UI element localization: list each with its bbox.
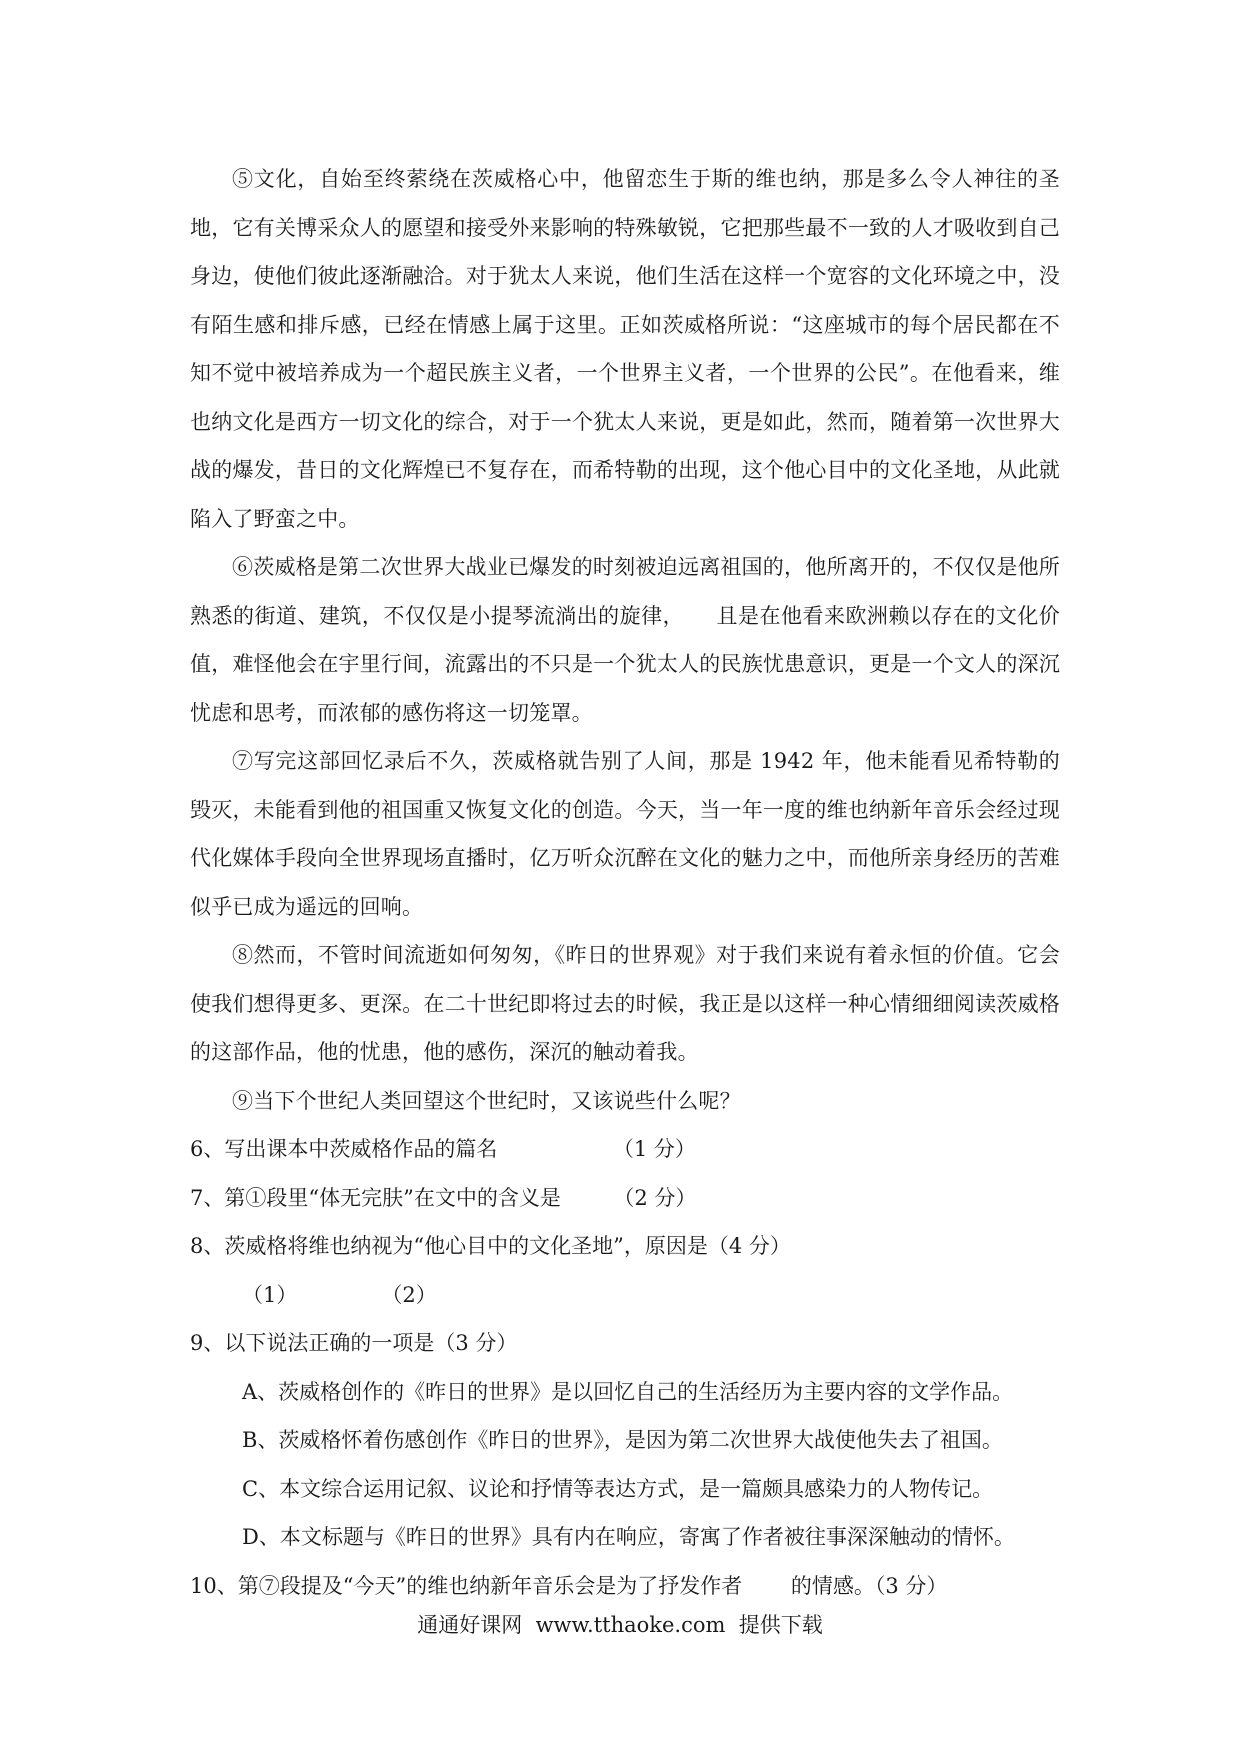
paragraph-8: ⑧然而，不管时间流逝如何匆匆，《昨日的世界观》对于我们来说有着永恒的价值。它会使我们想得更多、更深。在二十世纪即将过去的时候，我正是以这样一种心情细细阅读茨威格的这部作品，他的忧患，他的感伤，深沉的触动着我。 xyxy=(190,943,1060,1064)
question-6: 6、写出课本中茨威格作品的篇名 （1 分） xyxy=(190,1137,696,1161)
question-9-option-c: C、本文综合运用记叙、议论和抒情等表达方式，是一篇颇具感染力的人物传记。 xyxy=(242,1476,994,1501)
question-9-option-a: A、茨威格创作的《昨日的世界》是以回忆自己的生活经历为主要内容的文学作品。 xyxy=(242,1379,1014,1404)
document-body xyxy=(190,155,1060,1610)
paragraph-7: ⑦写完这部回忆录后不久，茨威格就告别了人间，那是 1942 年，他未能看见希特勒的毁灭，未能看到他的祖国重又恢复文化的创造。今天，当一年一度的维也纳新年音乐会经过现代化媒体手段向全世界现场直播时，亿万听众沉醉在文化的魅力之中，而他所亲身经历的苦难似乎已成为遥远的回响。 xyxy=(190,749,1060,919)
question-10: 10、第⑦段提及“今天”的维也纳新年音乐会是为了抒发作者 的情感。（3 分） xyxy=(190,1573,948,1598)
page-footer: 通通好课网 www.tthaoke.com 提供下载 xyxy=(417,1613,823,1637)
paragraph-6: ⑥茨威格是第二次世界大战业已爆发的时刻被迫远离祖国的，他所离开的，不仅仅是他所熟悉的街道、建筑，不仅仅是小提琴流淌出的旋律， 且是在他看来欧洲赖以存在的文化价值，难怪他会在宇里行间，流露出的不只是一个犹太人的民族忧患意识，更是一个文人的深沉忧虑和思考，而浓郁的感伤将这一切笼罩。 xyxy=(190,555,1060,725)
question-9-option-d: D、本文标题与《昨日的世界》具有内在响应，寄寓了作者被往事深深触动的情怀。 xyxy=(242,1525,1015,1549)
paragraph-9: ⑨当下个世纪人类回望这个世纪时，又该说些什么呢？ xyxy=(232,1088,741,1113)
question-9-option-b: B、茨威格怀着伤感创作《昨日的世界》，是因为第二次世界大战使他失去了祖国。 xyxy=(242,1428,1003,1452)
question-9: 9、以下说法正确的一项是（3 分） xyxy=(190,1331,518,1355)
question-8: 8、茨威格将维也纳视为“他心目中的文化圣地”，原因是（4 分） xyxy=(190,1234,791,1258)
paragraph-5: ⑤文化，自始至终萦绕在茨威格心中，他留恋生于斯的维也纳，那是多么令人神往的圣地，它有关博采众人的愿望和接受外来影响的特殊敏锐，它把那些最不一致的人才吸收到自己身边，使他们彼此逐渐融洽。对于犹太人来说，他们生活在这样一个宽容的文化环境之中，没有陌生感和排斥感，已经在情感上属于这里。正如茨威格所说：“这座城市的每个居民都在不知不觉中被培养成为一个超民族主义者，一个世界主义者，一个世界的公民”。在他看来，维也纳文化是西方一切文化的综合，对于一个犹太人来说，更是如此，然而，随着第一次世界大战的爆发，昔日的文化辉煌已不复存在，而希特勒的出现，这个他心目中的文化圣地，从此就陷入了野蛮之中。 xyxy=(190,167,1060,531)
question-7: 7、第①段里“体无完肤”在文中的含义是 （2 分） xyxy=(190,1185,697,1210)
question-8-subparts: （1） （2） xyxy=(242,1282,437,1307)
